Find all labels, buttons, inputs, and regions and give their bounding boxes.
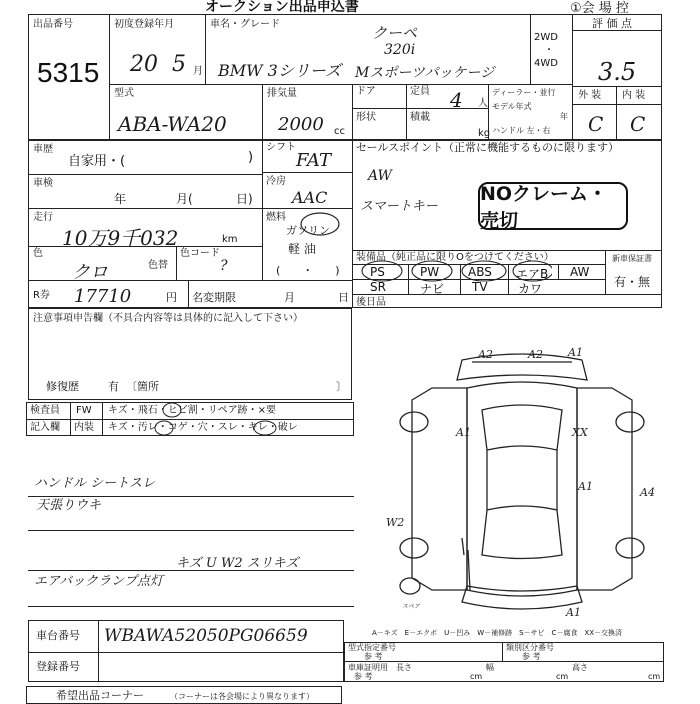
usage-value: 自家用・( (68, 154, 126, 169)
svg-text:A1: A1 (566, 606, 581, 619)
garage-cert-label: 車庫証明用 (348, 663, 388, 672)
length-label: 長さ (396, 663, 412, 672)
repair-label: 修復歴 (46, 380, 79, 393)
model-name: BMW 3シリーズ (218, 61, 342, 80)
chassis-label: 車台番号 (36, 629, 80, 642)
svg-text:XX: XX (572, 426, 588, 439)
remark-3: キズ U W2 スリキズ (176, 556, 299, 571)
capacity-value: 4 (450, 88, 463, 112)
sales-point-label: セールスポイント（正常に機能するものに限ります） (356, 141, 620, 154)
svg-text:A2: A2 (528, 348, 543, 361)
type-number-label: 型式指定番号 (348, 643, 396, 652)
car-damage-diagram (372, 340, 672, 630)
mileage-unit: km (222, 234, 238, 245)
load-label: 積載 (410, 112, 430, 123)
equip-sr: SR (370, 280, 386, 294)
model-year-label: モデル年式 (492, 102, 532, 111)
equip-pw: PW (420, 265, 440, 279)
mileage-label: 走行 (33, 212, 53, 223)
sales-point-line2: スマートキー (360, 199, 438, 214)
capacity-unit: 人 (478, 98, 488, 109)
mileage-value: 10万9千032 (62, 226, 179, 250)
recycle-value: 17710 (74, 286, 132, 307)
ac-value: AAC (292, 188, 328, 207)
inspector-interior: 内装 (74, 422, 94, 433)
ac-label: 冷房 (266, 176, 286, 187)
shift-value: FAT (296, 150, 331, 171)
handle-label: ハンドル 左・右 (492, 126, 551, 135)
svg-text:A1: A1 (456, 426, 471, 439)
type-label: 型式 (114, 88, 134, 99)
width-label: 幅 (486, 663, 494, 672)
color-code-value: ? (220, 258, 228, 274)
inspection-day: 日) (236, 192, 253, 206)
displacement-value: 2000 (278, 114, 324, 135)
inspector-row1: キズ・飛石・ヒビ割・リペア跡・×要 (108, 405, 276, 416)
shape-label: 形状 (356, 112, 376, 123)
svg-text:A1: A1 (568, 346, 583, 359)
class-number-ref: 参 考 (522, 652, 541, 661)
int-value: C (630, 112, 646, 136)
equipment-circles (352, 258, 552, 284)
fuel-circle (298, 210, 342, 238)
reg-year: 20 (130, 52, 158, 77)
load-unit: kg (478, 128, 491, 139)
score-value: 3.5 (598, 58, 637, 86)
model-year-unit: 年 (560, 112, 568, 121)
class-number-label: 類別区分番号 (506, 643, 554, 652)
width-unit: cm (556, 672, 569, 681)
deadline-month: 月 (284, 291, 295, 304)
inspector-row2: キズ・汚レ・コゲ・穴・スレ・キレ・破レ (108, 422, 298, 433)
equip-navi: ナビ (420, 282, 445, 296)
color-code-label: 色コード (180, 248, 220, 259)
dealer-label: ディーラー・並行 (492, 88, 556, 97)
inspection-year: 年 (114, 192, 127, 206)
diagram-legend: A－キズ E－エクボ U－凹み W－補修跡 S－サビ C－腐食 XX－交換済 (372, 629, 623, 637)
type-number-ref: 参 考 (364, 652, 383, 661)
displacement-label: 排気量 (267, 88, 297, 99)
inspector-label-1: 検査員 (30, 405, 60, 416)
plate-label: 登録番号 (36, 660, 80, 673)
inspector-fw: FW (76, 405, 92, 416)
sales-point-line1: AW (368, 168, 392, 184)
repair-value: 有 (108, 380, 119, 393)
equip-abs: ABS (468, 265, 492, 279)
warranty-value: 有・無 (614, 275, 651, 289)
lot-number: 5315 (37, 57, 100, 88)
equip-leather: カワ (518, 282, 543, 296)
fuel-diesel: 軽 油 (288, 242, 316, 256)
int-label: 内 装 (622, 90, 646, 101)
recycle-unit: 円 (166, 291, 177, 304)
shift-label: シフト (266, 142, 296, 153)
equip-ps: PS (370, 265, 385, 279)
color-change-label: 色替 (148, 260, 168, 271)
inspector-circles (140, 400, 290, 440)
lot-label: 出品番号 (33, 19, 73, 30)
grade-3: Mスポーツパッケージ (355, 65, 495, 81)
doors-label: ドア (356, 86, 376, 97)
color-value: クロ (72, 262, 108, 283)
notes-label: 注意事項申告欄（不具合内容等は具体的に記入して下さい） (33, 313, 303, 324)
equip-tv: TV (472, 280, 488, 294)
reg-label: 初度登録年月 (114, 19, 174, 30)
svg-text:A2: A2 (478, 348, 493, 361)
inspection-month: 月( (176, 192, 193, 206)
height-label: 高さ (572, 663, 588, 672)
chassis-value: WBAWA52050PG06659 (104, 626, 308, 646)
type-value: ABA-WA20 (118, 112, 227, 136)
inspection-label: 車検 (33, 178, 53, 189)
reg-month-unit: 月 (193, 66, 203, 77)
ext-value: C (588, 112, 604, 136)
no-claim-stamp: NOクレーム・売切 (478, 182, 628, 230)
fuel-gas: ガソリン (286, 224, 330, 237)
grade-2: 320i (384, 42, 416, 58)
equip-airbag: エアB (516, 267, 549, 281)
svg-text:スペア: スペア (402, 603, 421, 610)
footer-note: （コーナーは各会場により異なります） (170, 692, 314, 701)
drive-2wd: 2WD (534, 32, 558, 43)
reg-month: 5 (172, 52, 186, 77)
ext-label: 外 装 (578, 90, 602, 101)
usage-close: ) (248, 150, 254, 165)
deadline-label: 名変期限 (192, 291, 236, 304)
remark-1: ハンドル シートスレ (34, 476, 156, 491)
displacement-unit: cc (334, 126, 345, 137)
capacity-label: 定員 (410, 86, 430, 97)
drive-sep: ・ (544, 45, 554, 56)
inspector-label-2: 記入欄 (30, 422, 60, 433)
fuel-paren: ( ・ ) (276, 264, 340, 277)
color-label: 色 (33, 248, 43, 259)
fuel-label: 燃料 (266, 212, 286, 223)
length-unit: cm (470, 672, 483, 681)
usage-label: 車歴 (33, 144, 53, 155)
height-unit: cm (648, 672, 661, 681)
warranty-label: 新車保証書 (612, 254, 652, 263)
after-items-label: 後日品 (356, 297, 386, 308)
hall-copy-label: ①会 場 控 (570, 1, 629, 16)
repair-close: 〕 (336, 380, 347, 393)
drive-4wd: 4WD (534, 58, 558, 69)
svg-text:A1: A1 (578, 480, 593, 493)
footer-label: 希望出品コーナー (56, 689, 144, 702)
svg-text:W2: W2 (386, 516, 405, 529)
recycle-label: R券 (33, 290, 50, 301)
grade-1: クーペ (372, 24, 418, 42)
model-label: 車名・グレード (210, 19, 280, 30)
svg-text:A4: A4 (640, 486, 655, 499)
garage-cert-ref: 参 考 (354, 672, 373, 681)
deadline-day: 日 (338, 291, 349, 304)
score-label: 評 価 点 (592, 17, 632, 30)
remark-2: 天張りウキ (36, 498, 102, 513)
repair-bracket: 〔箇所 (126, 380, 159, 393)
remark-4: エアバックランプ点灯 (34, 574, 163, 589)
equip-aw: AW (570, 265, 590, 279)
header-title: オークション出品申込書 (205, 0, 359, 15)
equipment-label: 装備品（純正品に限りOをつけてください） (356, 252, 554, 263)
